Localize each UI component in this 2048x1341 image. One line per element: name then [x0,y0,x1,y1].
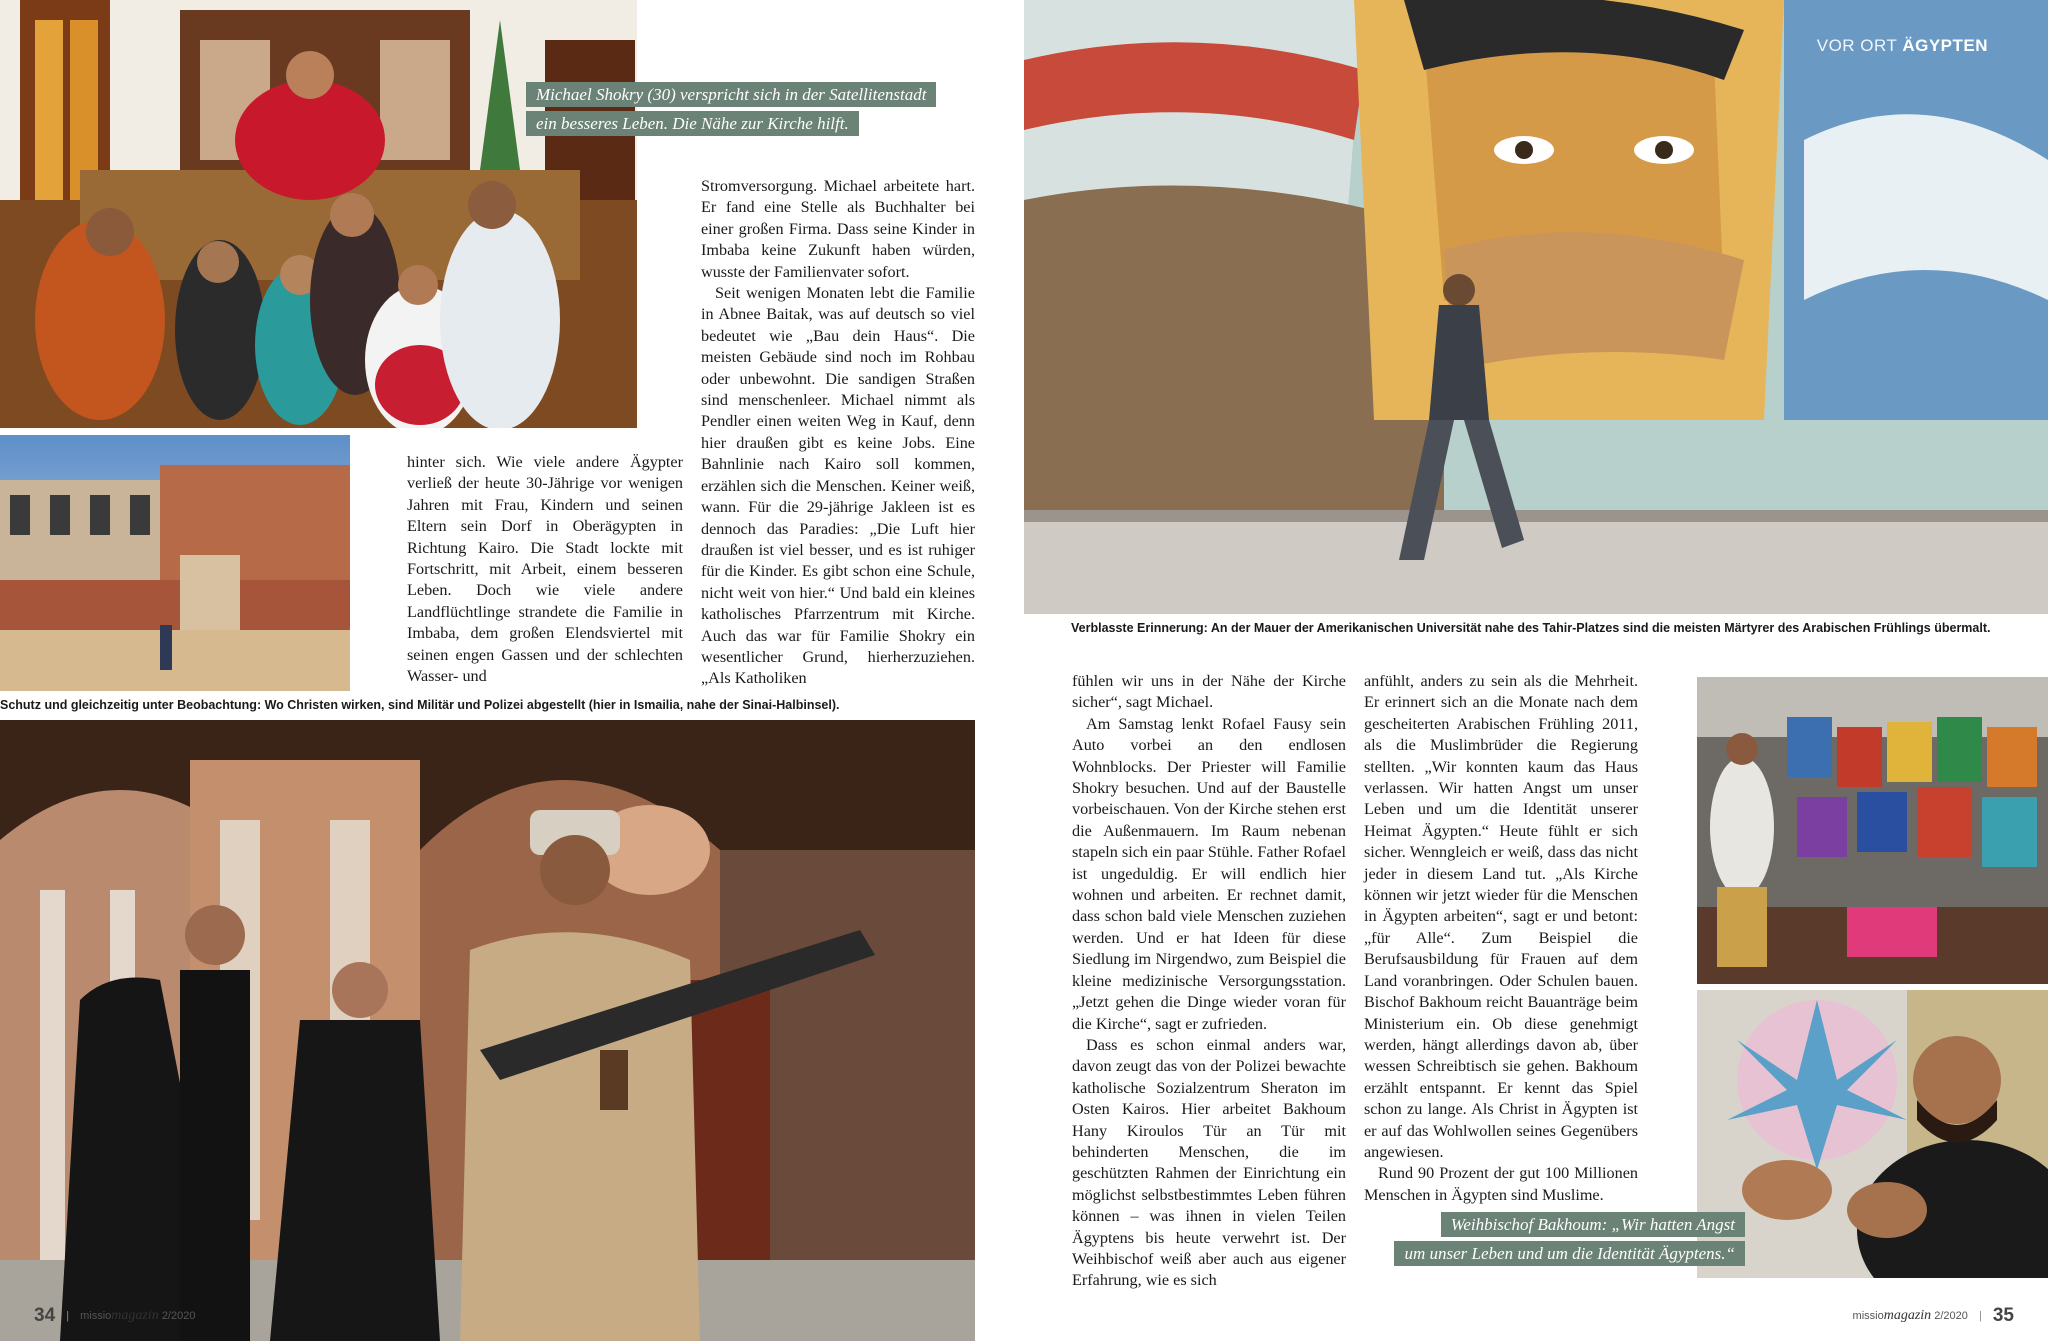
market-photo [1697,677,2048,984]
issue-number: 2/2020 [1934,1309,1968,1322]
magazine-name: magazin [1883,1307,1932,1323]
construction-photo [0,435,350,691]
right-page-column-1 [1072,671,1346,1292]
bishop-photo [1697,990,2048,1278]
paragraph: hinter sich. Wie viele andere Ägypter verließ der heute 30-Jährige vor wenigen Jahren mit Frau, Kindern und seinen Eltern sein Dorf in Oberägypten in Richtung Kairo. Die Stadt lockte mit Fortschritt, mit Arbeit, einem besseren Leben. Doch wie viele andere Landflüchtlinge strandete die Familie in Imbaba, dem großen Elendsviertel mit seinen engen Gassen und der schlechten Wasser- und [407,453,683,686]
page-number-left: 34 [34,1305,56,1326]
page-number-right: 35 [1992,1305,2014,1326]
paragraph: Seit wenigen Monaten lebt die Familie in Abnee Baitak, was auf deutsch so viel bedeutet wie „Bau dein Haus“. Die meisten Gebäude sind noch im Rohbau oder unbewohnt. Die sandigen Straßen sind menschenleer. Michael nimmt als Pendler einen weiten Weg in Kauf, denn hier draußen gibt es keine Jobs. Eine Bahnlinie nach Kairo soll kommen, erzählen sich die Menschen. Keiner weiß, wann. Für die 29-jährige Jakleen ist es dennoch das Paradies: „Die Luft hier draußen ist viel besser, und es ist ruhiger für die Kinder. Es gibt schon eine Schule, nicht weit von hier.“ Und bald ein kleines katholisches Pfarrzentrum mit Kirche. Auch das war für Familie Shokry ein wesentlicher Grund, hierherzuziehen. „Als Katholiken [701,284,975,688]
folio-right: missiomagazin 2/2020 | 35 [1852,1305,2014,1326]
paragraph: Dass es schon einmal anders war, davon zeugt das von der Polizei bewachte katholische Sozialzentrum Sheraton im Osten Kairos. Hier arbeitet Bakhoum Hany Kiroulos Tür an Tür mit behinderten Menschen, die im geschützten Rahmen der Einrichtung ein möglichst selbstbestimmtes Leben führen können – was ihnen in vielen Teilen Ägyptens bis heute verwehrt ist. Der Weihbischof weiß aber auch aus eigener Erfahrung, wie es sich [1072,1035,1346,1290]
family-photo [0,0,637,428]
soldier-photo-caption: Schutz und gleichzeitig unter Beobachtung: Wo Christen wirken, sind Militär und Polizei abgestellt (hier in Ismailia, nahe der Sinai-Halbinsel). [0,698,840,712]
magazine-name: magazin [111,1307,159,1323]
right-page-column-2 [1364,671,1638,1206]
paragraph: Am Samstag lenkt Rofael Fausy sein Auto vorbei an den endlosen Wohnblocks. Der Priester will Familie Shokry besuchen. Und auf der Baustelle vorbeischauen. Von der Kirche stehen erst die Außenmauern. Im Raum nebenan stapeln sich ein paar Stühle. Father Rofael ist ungeduldig. Er will endlich hier wohnen und arbeiten. Er rechnet damit, dass schon bald viele Menschen zuziehen werden. Und er hat Ideen für diese Siedlung im Nirgendwo, zum Beispiel die kleine medizinische Versorgungsstation. „Jetzt gehen die Dinge wieder voran für die Kirche“, sagt er zufrieden. [1072,714,1346,1033]
mural-photo-caption: Verblasste Erinnerung: An der Mauer der Amerikanischen Universität nahe des Tahir-Platzes sind die meisten Märtyrer des Arabischen Frühlings übermalt. [1071,621,1991,635]
mural-photo [1024,0,2048,614]
bishop-photo-caption-line-1: Weihbischof Bakhoum: „Wir hatten Angst [1441,1212,1745,1237]
family-photo-caption-line-2: ein besseres Leben. Die Nähe zur Kirche hilft. [526,111,859,136]
bishop-photo-caption-line-2: um unser Leben und um die Identität Ägyptens.“ [1394,1241,1745,1266]
left-page-column-right [701,176,975,690]
magazine-prefix: missio [80,1309,112,1322]
paragraph: fühlen wir uns in der Nähe der Kirche sicher“, sagt Michael. [1072,672,1346,712]
section-kicker [1817,36,1988,56]
left-page-column-middle [407,452,683,687]
family-photo-caption-line-1: Michael Shokry (30) verspricht sich in der Satellitenstadt [526,82,936,107]
paragraph: anfühlt, anders zu sein als die Mehrheit. Er erinnert sich an die Monate nach dem gescheiterten Arabischen Frühling 2011, als die Muslimbrüder die Regierung stellten. „Wir konnten kaum das Haus verlassen. Wir hatten Angst um unser Leben und um die Identität unserer Heimat Ägypten.“ Heute fühlt er sich sicher. Wenngleich er weiß, dass das nicht jeder in diesem Land tut. „Als Kirche können wir jetzt wieder für die Menschen in Ägypten arbeiten“, sagt er und betont: „für Alle“. Zum Beispiel die Berufsausbildung für Frauen auf dem Land voranbringen. Oder Schulen bauen. Bischof Bakhoum reicht Bauanträge beim Ministerium ein. Ob diese genehmigt werden, hängt allerdings davon ab, über wessen Schreibtisch sie gehen. Bakhoum erzählt entspannt. Er kennt das Spiel schon zu lange. Als Christ in Ägypten ist er auf das Wohlwollen seines Gegenübers angewiesen. [1364,672,1638,1161]
kicker-light: VOR ORT [1816,36,1898,55]
folio-left: 34 | missiomagazin 2/2020 [34,1305,196,1326]
magazine-prefix: missio [1852,1309,1884,1322]
kicker-bold: ÄGYPTEN [1902,36,1988,55]
paragraph: Stromversorgung. Michael arbeitete hart. Er fand eine Stelle als Buchhalter bei einer großen Firma. Dass seine Kinder in Imbaba keine Zukunft haben würden, wusste der Familienvater sofort. [701,177,975,281]
soldier-church-photo [0,720,975,1341]
paragraph: Rund 90 Prozent der gut 100 Millionen Menschen in Ägypten sind Muslime. [1364,1164,1638,1204]
issue-number: 2/2020 [161,1309,196,1322]
